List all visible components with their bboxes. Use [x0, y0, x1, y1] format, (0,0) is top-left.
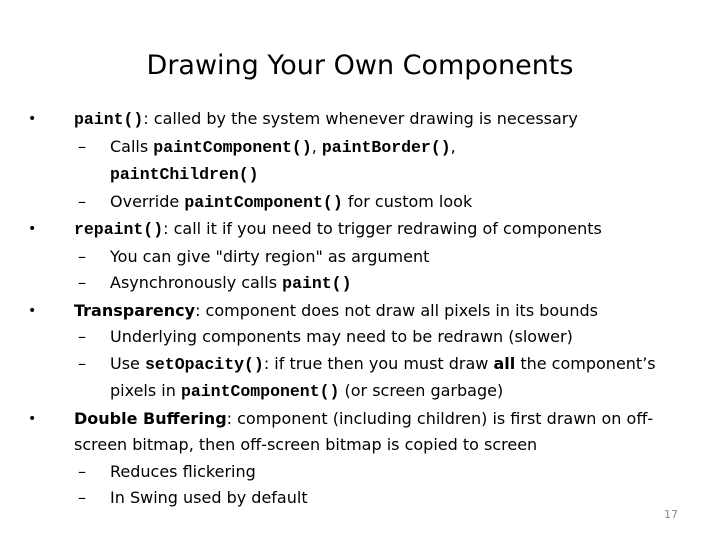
term-transparency: Transparency: [74, 300, 196, 320]
subbullet-flickering: [22, 459, 672, 486]
code-paintBorder: paintBorder(): [321, 137, 451, 157]
subbullet-text: Underlying components may need to be redrawn (slower): [110, 327, 573, 346]
subbullet-calls: [22, 134, 672, 189]
dash-marker: –: [78, 136, 86, 156]
subbullet-async: [22, 270, 672, 298]
code-paint: paint(): [74, 110, 144, 129]
subbullet-text: You can give "dirty region" as argument: [110, 246, 430, 266]
code-paintComponent: paintComponent(): [184, 192, 343, 212]
code-paintComponent: paintComponent(): [153, 137, 312, 157]
bullet-transparency: [22, 298, 672, 325]
dash-marker: –: [78, 191, 86, 211]
bullet-marker: •: [28, 111, 37, 127]
bullet-marker: •: [28, 410, 37, 427]
slide-title: Drawing Your Own Components: [146, 50, 574, 81]
dash-marker: –: [78, 461, 86, 481]
subbullet-setopacity: [22, 351, 672, 406]
page-number: 17: [664, 508, 678, 521]
bullet-text: : called by the system whenever drawing is necessary: [143, 109, 578, 128]
dash-marker: –: [78, 488, 86, 507]
bullet-text: : component does not draw all pixels in its bounds: [195, 300, 598, 320]
bullet-repaint: [22, 216, 672, 244]
term-double-buffering: Double Buffering: [74, 408, 227, 428]
bullet-text: : call it if you need to trigger redrawing of components: [163, 219, 602, 238]
bullet-double-buffering: [22, 406, 672, 459]
subbullet-text: Calls: [110, 136, 154, 156]
code-paintComponent: paintComponent(): [180, 382, 340, 401]
dash-marker: –: [78, 327, 86, 346]
subbullet-text: the component’s: [515, 353, 656, 373]
subbullet-text: pixels in: [110, 381, 181, 400]
emphasis-all: all: [493, 353, 516, 373]
separator: ,: [450, 136, 456, 156]
separator: ,: [311, 136, 322, 156]
subbullet-underlying: [22, 324, 672, 351]
code-paintChildren: paintChildren(): [110, 165, 259, 184]
subbullet-swing-default: [22, 485, 672, 512]
bullet-marker: •: [28, 221, 37, 237]
bullet-paint: [22, 106, 672, 134]
subbullet-text: In Swing used by default: [110, 488, 308, 507]
subbullet-text: Override: [110, 191, 185, 211]
code-repaint: repaint(): [74, 220, 164, 239]
subbullet-text: for custom look: [342, 191, 473, 211]
subbullet-text: : if true then you must draw: [263, 353, 494, 373]
subbullet-override: [22, 189, 672, 217]
slide-body: [22, 106, 672, 512]
dash-marker: –: [78, 246, 86, 266]
bullet-marker: •: [28, 302, 37, 319]
subbullet-dirty-region: [22, 244, 672, 271]
bullet-text: : component (including children) is first drawn on off-: [226, 408, 654, 428]
code-setOpacity: setOpacity(): [144, 354, 264, 374]
dash-marker: –: [78, 353, 86, 373]
subbullet-text: Asynchronously calls: [110, 273, 283, 292]
code-paint: paint(): [282, 274, 352, 293]
subbullet-text: (or screen garbage): [339, 381, 504, 400]
subbullet-text: Reduces flickering: [110, 461, 256, 481]
dash-marker: –: [78, 273, 86, 292]
bullet-text: screen bitmap, then off-screen bitmap is copied to screen: [74, 435, 538, 454]
subbullet-text: Use: [110, 353, 145, 373]
